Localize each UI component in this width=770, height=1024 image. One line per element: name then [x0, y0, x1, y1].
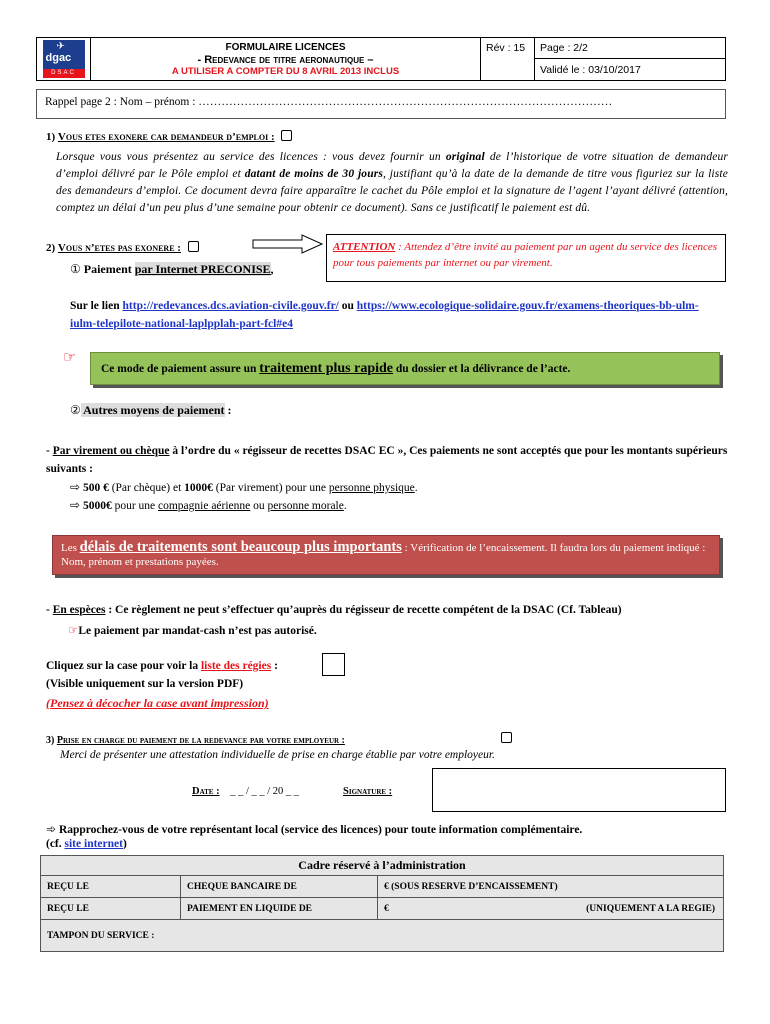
- hand-pointer-icon: ☞: [68, 623, 79, 637]
- exonere-checkbox[interactable]: [281, 130, 292, 141]
- especes-paragraph: - En espèces : Ce règlement ne peut s’effectuer qu’auprès du régisseur de recette compétent de la DSAC (Cf. Tableau): [46, 604, 622, 616]
- validation-date: Validé le : 03/10/2017: [535, 59, 726, 81]
- admin-cheque-label: CHEQUE BANCAIRE DE: [181, 876, 378, 898]
- form-title: FORMULAIRE LICENCES: [225, 41, 346, 53]
- mandat-line: ☞Le paiement par mandat-cash n’est pas autorisé.: [68, 623, 317, 637]
- admin-recu-label: REÇU LE: [41, 876, 181, 898]
- arrow-right-icon: [252, 234, 324, 254]
- admin-cheque-note: € (SOUS RESERVE D’ENCAISSEMENT): [378, 876, 724, 898]
- link-paragraph: Sur le lien http://redevances.dcs.aviation-civile.gouv.fr/ ou https://www.ecologique-solidaire.gouv.fr/examens-theoriques-bb-ulm-iulm-telepilote-national-laplpplah-part-fcl#e4: [70, 300, 699, 330]
- regies-link[interactable]: liste des régies: [200, 660, 272, 672]
- employeur-checkbox[interactable]: [501, 732, 512, 743]
- section1-title: Vous etes exonere car demandeur d’emploi :: [57, 131, 275, 143]
- logo-text: dgac: [45, 52, 72, 64]
- section3-text: Merci de présenter une attestation individuelle de prise en charge établie par votre employeur.: [60, 749, 495, 761]
- admin-liquide-label: PAIEMENT EN LIQUIDE DE: [181, 898, 378, 920]
- header-table: [36, 37, 726, 81]
- contact-line: ➾ Rapprochez-vous de votre représentant local (service des licences) pour toute information complémentaire.: [46, 822, 583, 836]
- regies-checkbox[interactable]: [322, 653, 345, 676]
- hand-pointer-icon: ☞: [63, 348, 77, 366]
- section3-heading: 3) Prise en charge du paiement de la redevance par votre employeur :: [46, 735, 345, 746]
- revision: Rév : 15: [481, 38, 535, 81]
- redevances-link[interactable]: http://redevances.dcs.aviation-civile.gouv.fr/: [122, 300, 339, 312]
- arrow-bullet-icon: ⇨: [70, 498, 81, 512]
- admin-recu-label: REÇU LE: [41, 898, 181, 920]
- date-field[interactable]: _ _ / _ _ / 20 _ _: [230, 786, 300, 797]
- rappel-box: [36, 89, 726, 119]
- arrow-bullet-icon: ⇨: [70, 480, 81, 494]
- contact-cf: (cf. site internet): [46, 838, 127, 850]
- admin-euro: €: [378, 898, 404, 920]
- signature-label: Signature :: [343, 786, 393, 797]
- section1-heading: 1) Vous etes exonere car demandeur d’emploi :: [46, 130, 292, 143]
- ecologie-link[interactable]: https://www.ecologique-solidaire.gouv.fr/examens-theoriques-bb-ulm-iulm-telepilote-national-laplpplah-part-fcl#e4: [70, 300, 699, 330]
- date-line: [192, 786, 299, 797]
- regies-line: Cliquez sur la case pour voir la liste des régies :: [46, 660, 278, 672]
- admin-tampon-label: TAMPON DU SERVICE :: [41, 920, 724, 952]
- form-subtitle: - Redevance de titre aeronautique –: [197, 53, 374, 66]
- green-info-box: Ce mode de paiement assure un traitement plus rapide du dossier et la délivrance de l’acte.: [90, 352, 720, 385]
- admin-regie-note: (UNIQUEMENT A LA REGIE): [404, 898, 724, 920]
- virement-paragraph: - Par virement ou chèque à l’ordre du « régisseur de recettes DSAC EC », Ces paiements ne sont acceptés que pour les montants supérieurs suivants :: [46, 445, 728, 475]
- non-exonere-checkbox[interactable]: [188, 241, 199, 252]
- logo-sub: DSAC: [43, 69, 85, 78]
- date-label: Date :: [192, 786, 220, 797]
- payment2-heading: ② Autres moyens de paiement :: [70, 403, 232, 417]
- title-cell: [91, 38, 481, 81]
- admin-title: Cadre réservé à l’administration: [41, 856, 724, 876]
- section1-text: Lorsque vous vous présentez au service des licences : vous devez fournir un original de l’historique de votre situation de demandeur d’emploi délivré par le Pôle emploi et datant de moins de 30 jours, justifiant qu’à la date de la demande de titre vous figuriez sur la liste des demandeurs d’emploi. Ce document devra faire apparaître le cachet du Pôle emploi et la signature de l’agent l’ayant délivré (attention, comptez un délai d’un peu plus d’une semaine pour obtenir ce document). Sans ce justificatif le paiement est dû.: [56, 151, 729, 214]
- pensez-note: (Pensez à décocher la case avant impression): [46, 696, 269, 710]
- payment1-heading: ① Paiement par Internet PRECONISE,: [70, 262, 274, 276]
- dgac-logo: ✈ dgac DSAC: [43, 40, 85, 78]
- attention-label: ATTENTION: [333, 241, 396, 253]
- section3-title: Prise en charge du paiement de la redevance par votre employeur :: [56, 735, 345, 746]
- bullet-physique: ⇨ 500 € (Par chèque) et 1000€ (Par virement) pour une personne physique.: [70, 480, 418, 494]
- visible-note: (Visible uniquement sur la version PDF): [46, 678, 244, 690]
- admin-table: [40, 855, 724, 952]
- form-date-notice: A UTILISER A COMPTER DU 8 AVRIL 2013 INCLUS: [171, 65, 400, 77]
- logo-cell: [37, 38, 91, 81]
- rappel-text: Rappel page 2 : Nom – prénom : ………………………………………………………………………………………………: [45, 96, 613, 108]
- site-internet-link[interactable]: site internet: [64, 838, 123, 850]
- attention-box: ATTENTION : Attendez d’être invité au paiement par un agent du service des licences pour tous paiements par internet ou par virement.: [326, 234, 726, 282]
- red-warning-box: Les délais de traitements sont beaucoup plus importants : Vérification de l’encaissement. Il faudra lors du paiement indiqué : Nom, prénom et prestations payées.: [52, 535, 720, 575]
- arrow-bullet-icon: ➾: [46, 822, 57, 836]
- section2-heading: 2) Vous n’etes pas exonere :: [46, 241, 199, 254]
- signature-box[interactable]: [432, 768, 726, 812]
- page-number: Page : 2/2: [535, 38, 726, 59]
- section2-title: Vous n’etes pas exonere :: [57, 242, 181, 254]
- bullet-morale: ⇨ 5000€ pour une compagnie aérienne ou personne morale.: [70, 498, 347, 512]
